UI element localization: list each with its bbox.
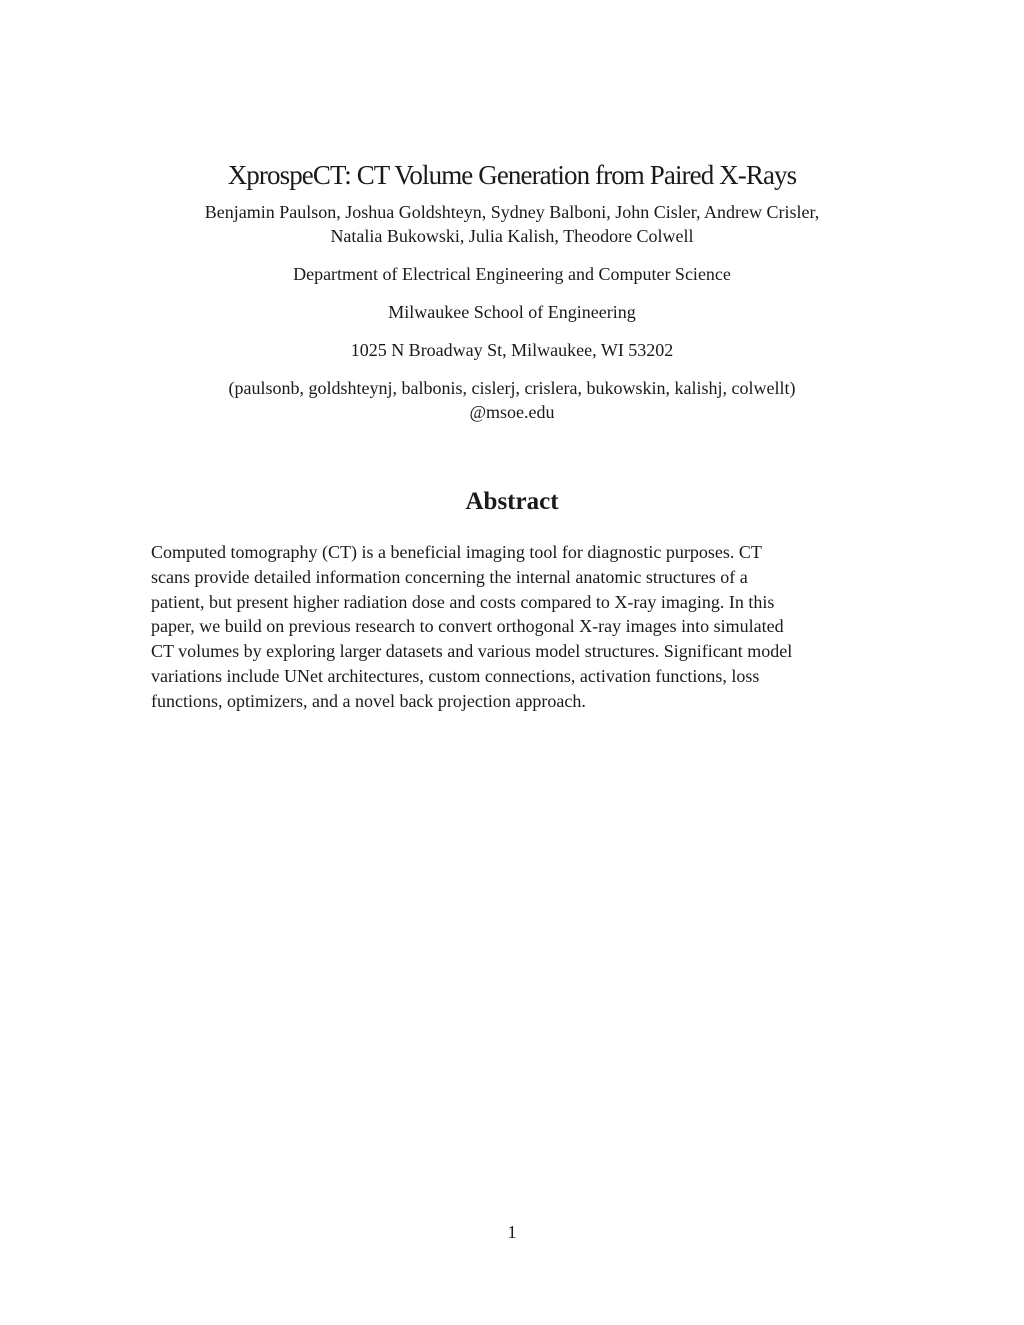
email-list: [0, 376, 1024, 424]
abstract-text: [151, 540, 891, 714]
author-line: Benjamin Paulson, Joshua Goldshteyn, Sydney Balboni, John Cisler, Andrew Crisler,: [204, 202, 820, 222]
abstract-line: scans provide detailed information concerning the internal anatomic structures of a: [151, 566, 748, 587]
paper-header: [0, 158, 1024, 424]
abstract-line: patient, but present higher radiation dose and costs compared to X-ray imaging. In this: [151, 591, 775, 612]
author-line: Natalia Bukowski, Julia Kalish, Theodore Colwell: [330, 226, 694, 246]
institution: Milwaukee School of Engineering: [388, 302, 636, 322]
abstract-line: functions, optimizers, and a novel back projection approach.: [151, 690, 586, 711]
abstract-line: paper, we build on previous research to convert orthogonal X-ray images into simulated: [151, 616, 784, 637]
paper-title: XprospeCT: CT Volume Generation from Paired X-Rays: [227, 160, 797, 190]
author-list: [0, 200, 1024, 248]
address: 1025 N Broadway St, Milwaukee, WI 53202: [350, 340, 674, 360]
email-line: (paulsonb, goldshteynj, balbonis, cislerj, crislera, bukowskin, kalishj, colwellt): [228, 378, 796, 398]
abstract-heading: Abstract: [465, 488, 559, 515]
abstract-line: variations include UNet architectures, custom connections, activation functions, loss: [151, 665, 760, 686]
page-number: 1: [507, 1222, 517, 1242]
abstract-line: CT volumes by exploring larger datasets and various model structures. Significant model: [151, 641, 793, 662]
email-line: @msoe.edu: [469, 402, 555, 422]
department: Department of Electrical Engineering and Computer Science: [293, 264, 731, 284]
abstract-line: Computed tomography (CT) is a beneficial imaging tool for diagnostic purposes. CT: [151, 542, 762, 562]
